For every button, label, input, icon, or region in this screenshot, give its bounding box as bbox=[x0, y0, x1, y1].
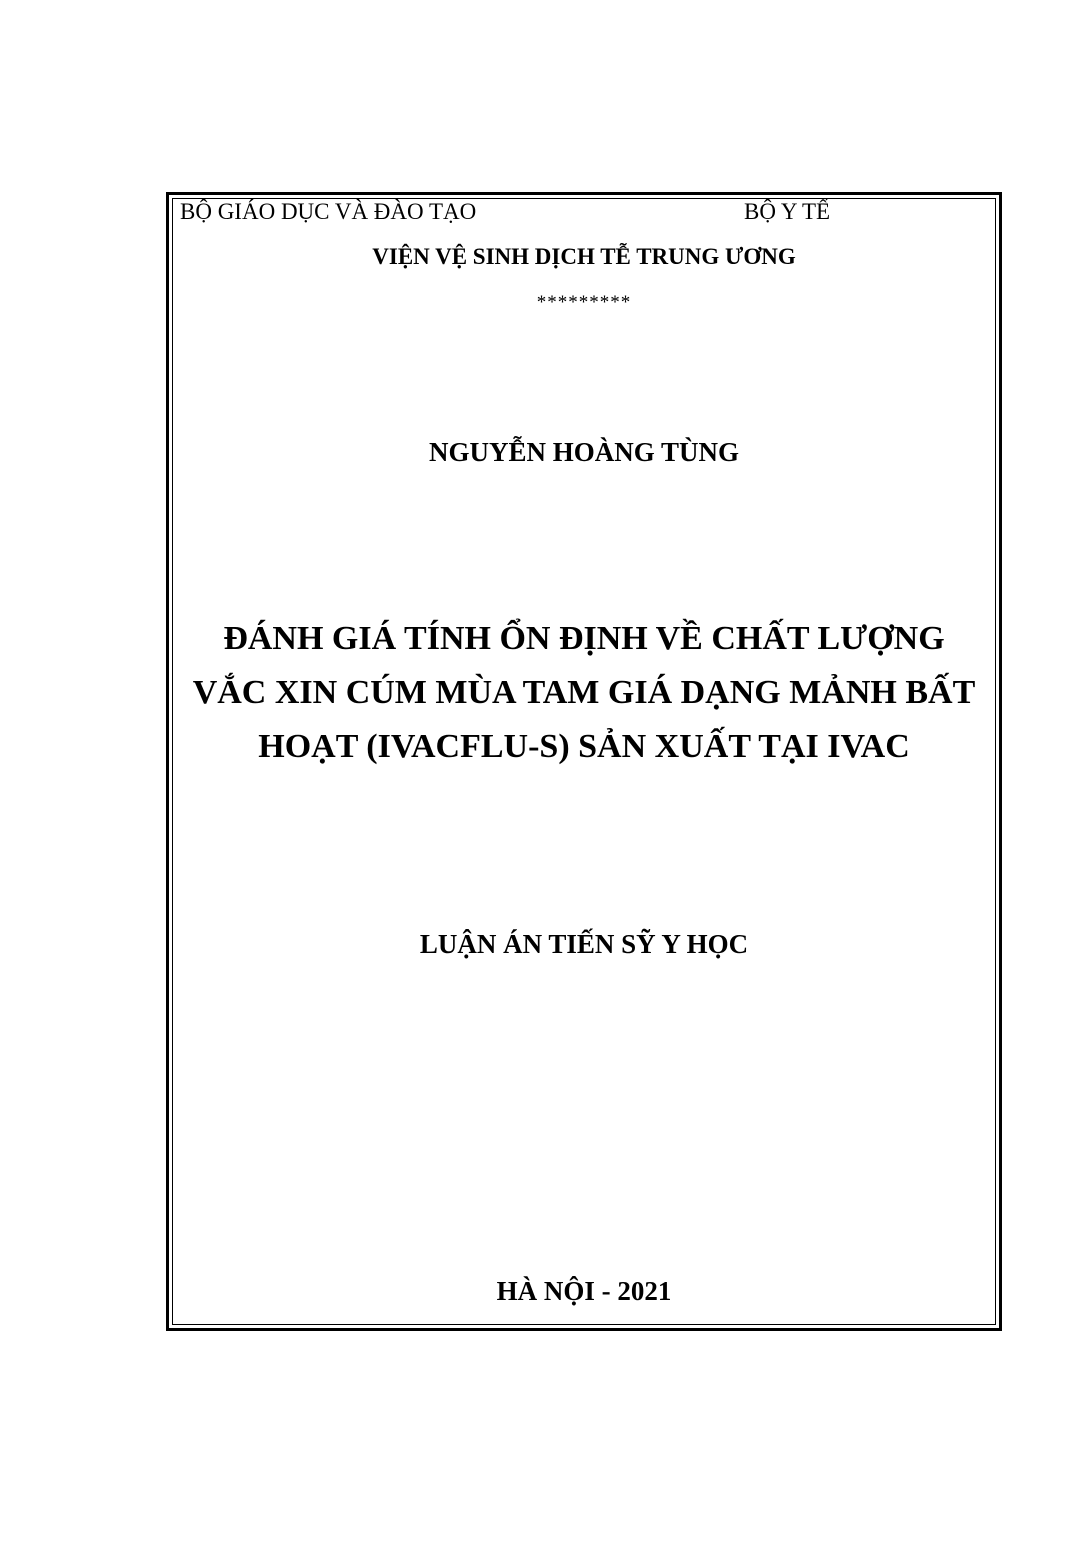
degree-type: LUẬN ÁN TIẾN SỸ Y HỌC bbox=[419, 929, 749, 959]
thesis-title bbox=[166, 612, 1002, 774]
ministry-education: BỘ GIÁO DỤC VÀ ĐÀO TẠO bbox=[180, 199, 477, 224]
institute-name: VIỆN VỆ SINH DỊCH TỄ TRUNG ƯƠNG bbox=[372, 244, 796, 269]
author-name: NGUYỄN HOÀNG TÙNG bbox=[428, 437, 740, 467]
ministry-health: BỘ Y TẾ bbox=[744, 199, 831, 224]
thesis-title-line-1: ĐÁNH GIÁ TÍNH ỔN ĐỊNH VỀ CHẤT LƯỢNG bbox=[223, 620, 945, 657]
place-and-year: HÀ NỘI - 2021 bbox=[496, 1276, 672, 1306]
separator-stars: ********* bbox=[536, 292, 632, 313]
thesis-title-line-2: VẮC XIN CÚM MÙA TAM GIÁ DẠNG MẢNH BẤT bbox=[192, 674, 976, 711]
thesis-title-line-3: HOẠT (IVACFLU-S) SẢN XUẤT TẠI IVAC bbox=[258, 728, 910, 765]
